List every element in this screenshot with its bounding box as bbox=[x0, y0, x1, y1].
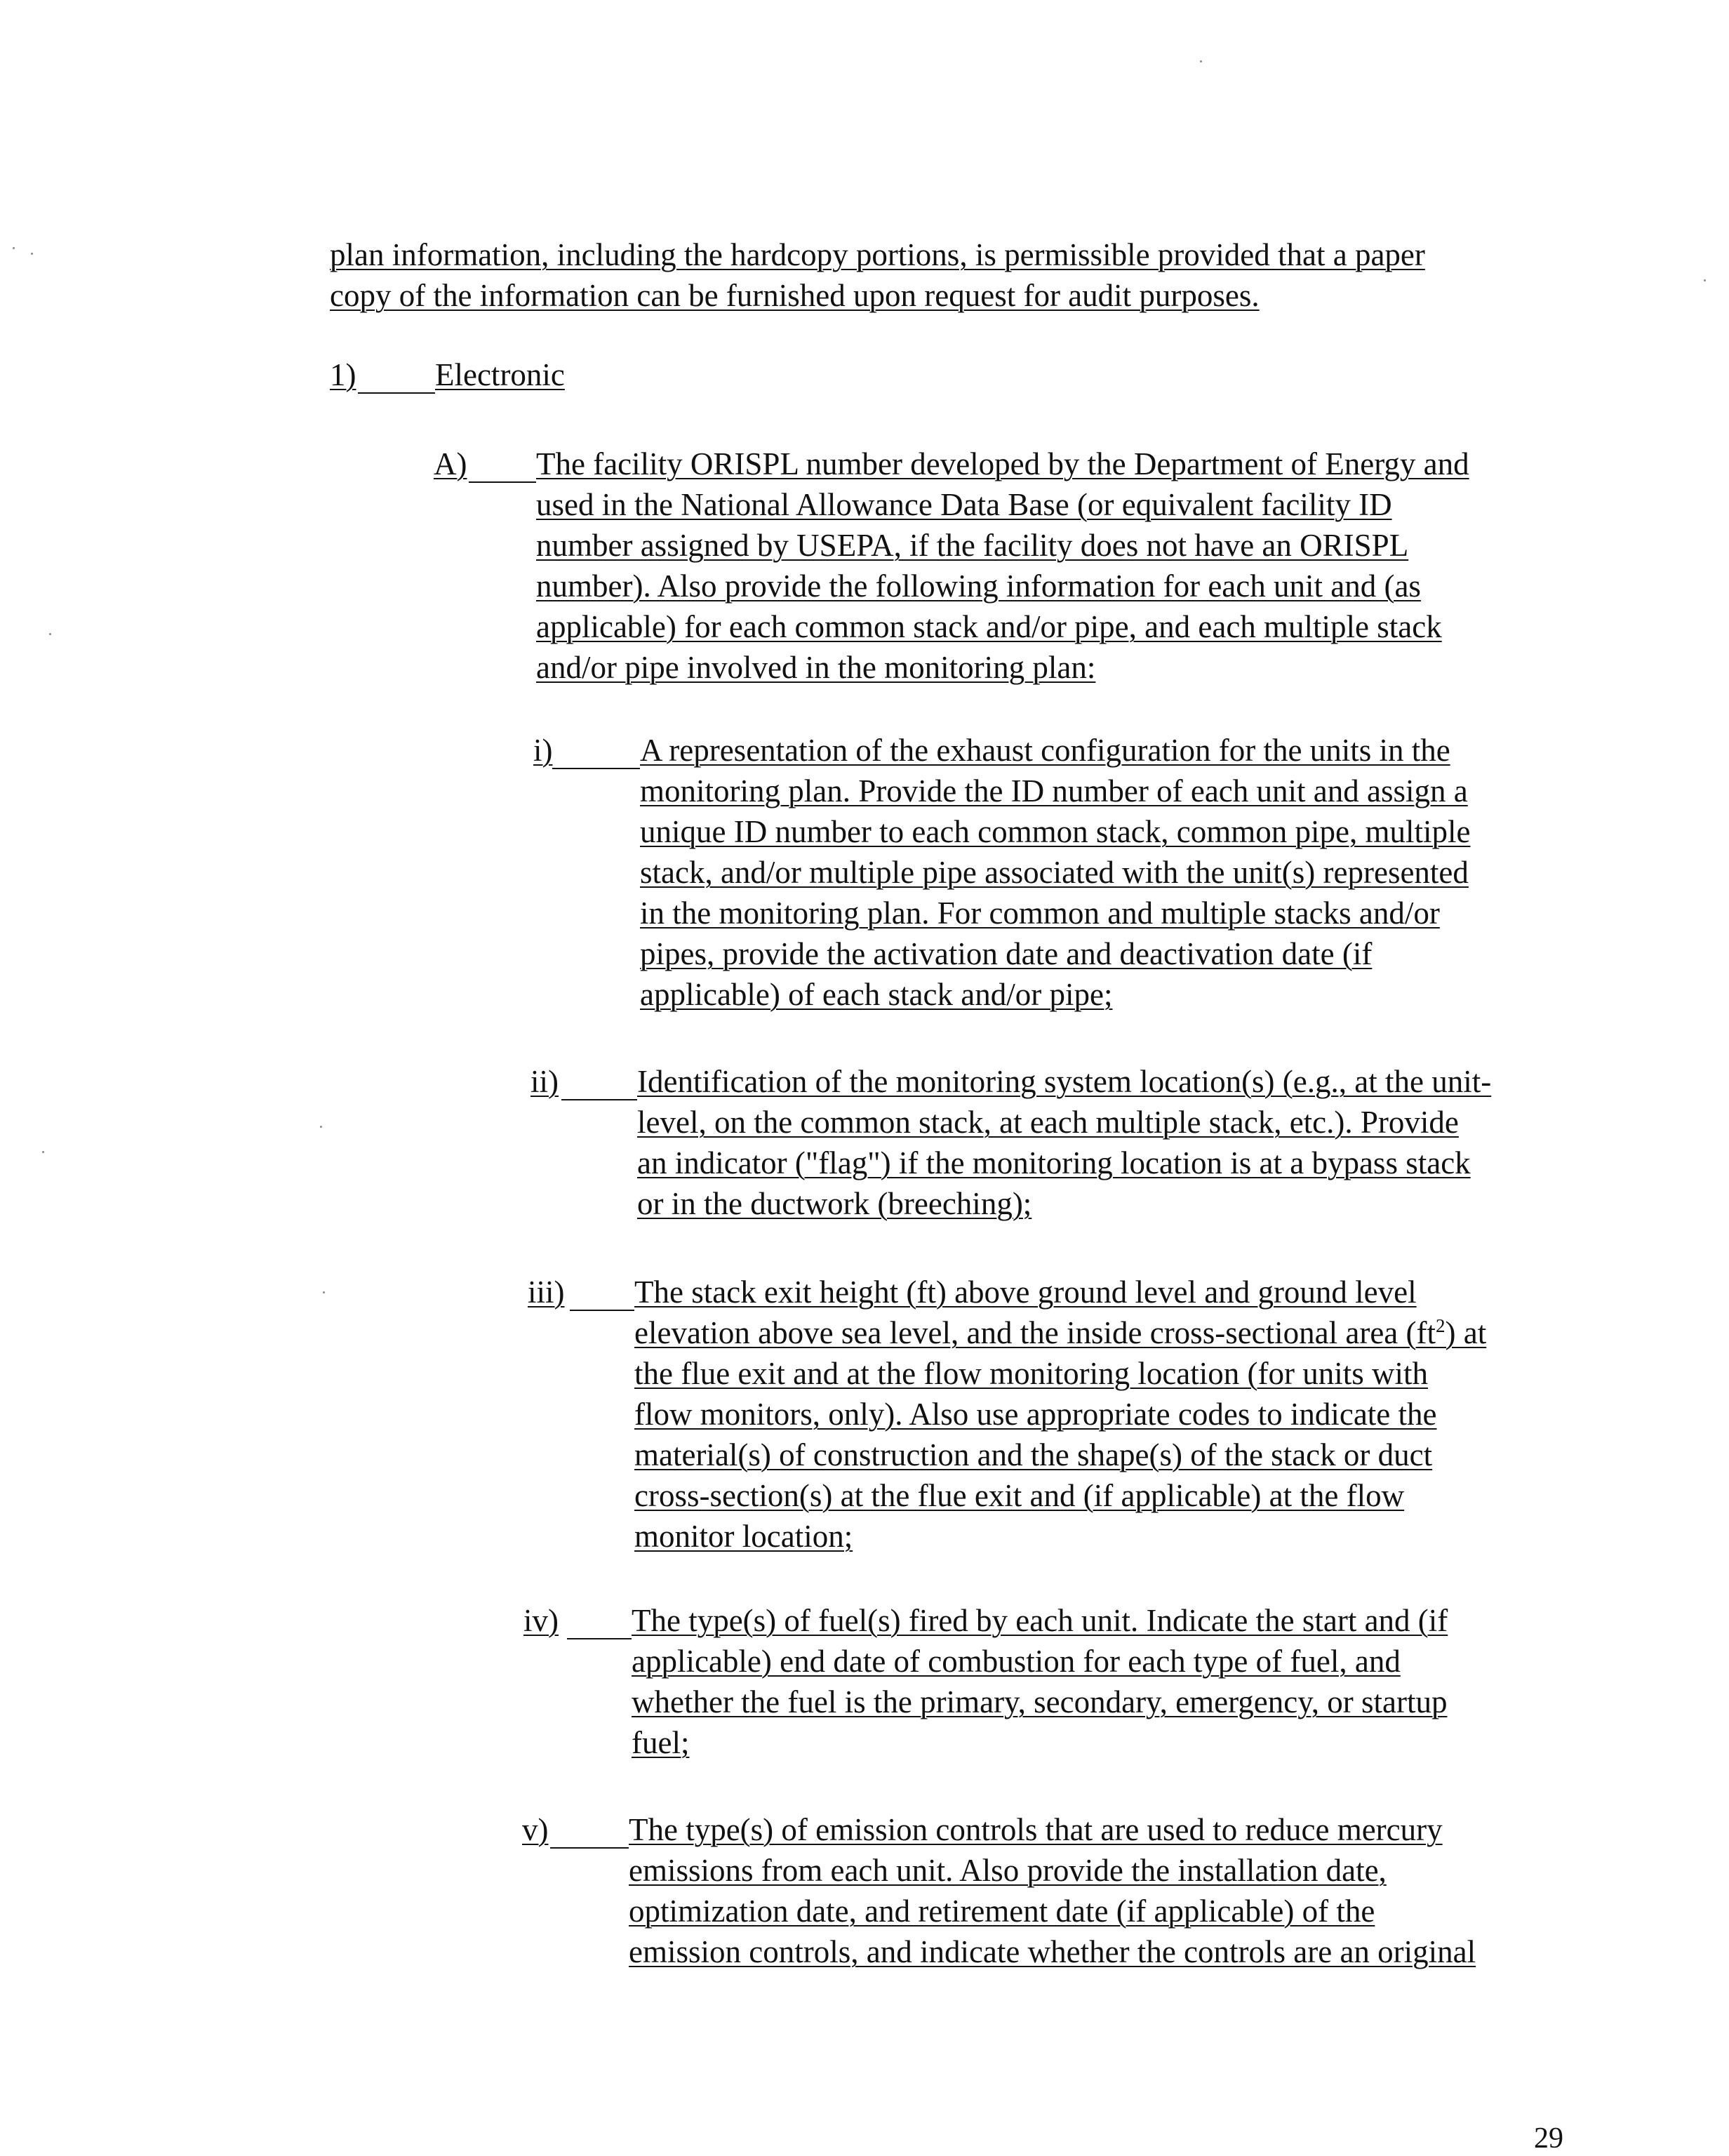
item-iv-line-3: whether the fuel is the primary, secondary, emergency, or startup bbox=[632, 1684, 1448, 1719]
item-a-line-5: applicable) for each common stack and/or pipe, and each multiple stack bbox=[536, 609, 1442, 644]
item-ii-line-1: Identification of the monitoring system location(s) (e.g., at the unit- bbox=[637, 1064, 1492, 1099]
item-a-line-6: and/or pipe involved in the monitoring plan: bbox=[536, 650, 1096, 685]
intro-line-2: copy of the information can be furnished upon request for audit purposes. bbox=[330, 278, 1260, 313]
item-iii-line-4: flow monitors, only). Also use appropriate codes to indicate the bbox=[634, 1397, 1437, 1432]
item-ii-line-4: or in the ductwork (breeching); bbox=[637, 1186, 1032, 1221]
item-a-marker: A) bbox=[434, 446, 467, 481]
section-1-title: Electronic bbox=[435, 357, 565, 392]
section-1-underline-gap bbox=[358, 392, 435, 394]
item-iv-line-1: The type(s) of fuel(s) fired by each unit. Indicate the start and (if bbox=[632, 1603, 1448, 1638]
item-iv-underline-gap bbox=[567, 1638, 632, 1639]
scan-speck bbox=[320, 1126, 322, 1128]
item-v-line-4: emission controls, and indicate whether the controls are an original bbox=[629, 1934, 1476, 1969]
item-i-line-6: pipes, provide the activation date and deactivation date (if bbox=[640, 936, 1373, 971]
item-iii-line-5: material(s) of construction and the shape(s) of the stack or duct bbox=[634, 1437, 1433, 1472]
scan-speck bbox=[13, 247, 15, 249]
item-v-line-3: optimization date, and retirement date (if applicable) of the bbox=[629, 1894, 1375, 1929]
item-iv-line-2: applicable) end date of combustion for each type of fuel, and bbox=[632, 1644, 1401, 1679]
item-iii-line-6: cross-section(s) at the flue exit and (if applicable) at the flow bbox=[634, 1478, 1405, 1513]
item-i-line-1: A representation of the exhaust configuration for the units in the bbox=[640, 733, 1450, 768]
item-iii-line-3: the flue exit and at the flow monitoring location (for units with bbox=[634, 1356, 1428, 1391]
item-iii-line-2-end: ) at bbox=[1445, 1315, 1487, 1350]
item-ii-line-2: level, on the common stack, at each multiple stack, etc.). Provide bbox=[637, 1105, 1459, 1140]
item-iii-line-2 bbox=[634, 1312, 1486, 1353]
item-iv-marker: iv) bbox=[523, 1603, 559, 1638]
item-a-line-2: used in the National Allowance Data Base (or equivalent facility ID bbox=[536, 487, 1392, 522]
item-v-line-2: emissions from each unit. Also provide the installation date, bbox=[629, 1853, 1387, 1888]
item-a-underline-gap bbox=[469, 481, 536, 483]
item-i-line-3: unique ID number to each common stack, common pipe, multiple bbox=[640, 814, 1471, 849]
item-i-marker: i) bbox=[533, 733, 553, 768]
item-i-line-5: in the monitoring plan. For common and multiple stacks and/or bbox=[640, 896, 1440, 931]
scan-speck bbox=[31, 253, 33, 255]
item-iii-marker: iii) bbox=[528, 1275, 565, 1310]
page-number: 29 bbox=[1534, 2122, 1563, 2155]
item-a-line-4: number). Also provide the following information for each unit and (as bbox=[536, 568, 1421, 604]
item-i-line-4: stack, and/or multiple pipe associated with the unit(s) represented bbox=[640, 855, 1469, 890]
item-v-marker: v) bbox=[522, 1812, 549, 1847]
scan-speck bbox=[323, 1291, 325, 1293]
item-i-line-2: monitoring plan. Provide the ID number of each unit and assign a bbox=[640, 773, 1468, 808]
item-a-line-1: The facility ORISPL number developed by the Department of Energy and bbox=[536, 446, 1469, 481]
item-iii-underline-gap bbox=[570, 1310, 634, 1311]
item-ii-underline-gap bbox=[561, 1099, 637, 1100]
section-1-marker: 1) bbox=[330, 357, 356, 392]
item-v-underline-gap bbox=[550, 1847, 629, 1849]
scan-speck bbox=[49, 633, 51, 635]
item-iii-line-1: The stack exit height (ft) above ground level and ground level bbox=[634, 1275, 1417, 1310]
item-ii-marker: ii) bbox=[530, 1064, 559, 1099]
item-i-line-7: applicable) of each stack and/or pipe; bbox=[640, 977, 1113, 1012]
scan-speck bbox=[1200, 60, 1202, 62]
scan-speck bbox=[42, 1151, 44, 1153]
intro-line-1: plan information, including the hardcopy portions, is permissible provided that a paper bbox=[330, 237, 1425, 272]
item-iv-line-4: fuel; bbox=[632, 1725, 690, 1760]
item-a-line-3: number assigned by USEPA, if the facility does not have an ORISPL bbox=[536, 528, 1409, 563]
item-v-line-1: The type(s) of emission controls that are used to reduce mercury bbox=[629, 1812, 1443, 1847]
item-iii-line-7: monitor location; bbox=[634, 1519, 853, 1554]
scan-speck bbox=[1704, 279, 1706, 281]
item-iii-line-2-text: elevation above sea level, and the inside cross-sectional area (ft bbox=[634, 1315, 1436, 1350]
item-i-underline-gap bbox=[552, 768, 640, 769]
item-ii-line-3: an indicator ("flag") if the monitoring location is at a bypass stack bbox=[637, 1145, 1471, 1180]
item-iii-superscript: 2 bbox=[1436, 1315, 1446, 1336]
